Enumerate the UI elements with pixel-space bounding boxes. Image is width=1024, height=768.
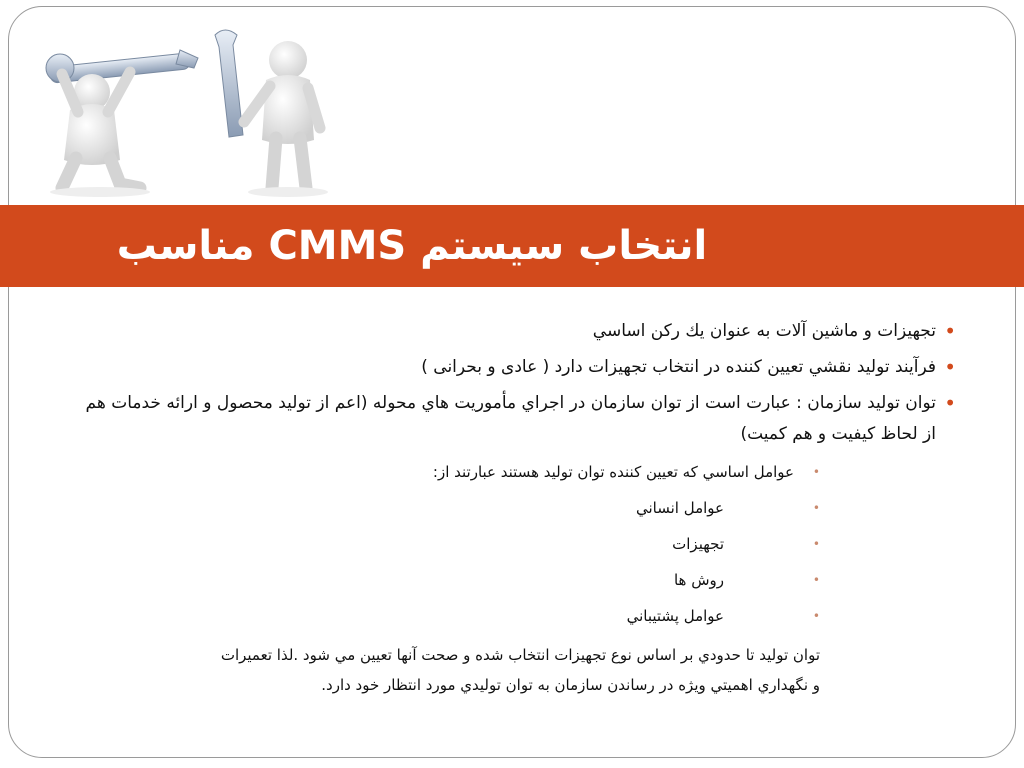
left-figure <box>46 50 198 197</box>
wrench-figures-illustration <box>30 20 350 200</box>
sub-bullet-text: تجهيزات <box>672 535 724 553</box>
bullet-dot-icon: • <box>944 355 956 379</box>
right-figure <box>215 30 328 197</box>
closing-paragraph: توان توليد تا حدودي بر اساس نوع تجهيزات انتخاب شده و صحت آنها تعيين مي شود .لذا تعميرات و نگهداري اهميتي ويژه در رساندن سازمان به توان توليدي مورد انتظار خود دارد. <box>220 646 820 694</box>
bullet-dot-icon: • <box>944 319 956 343</box>
sub-bullet-text: روش ها <box>673 571 724 589</box>
bullet-text: توان توليد سازمان : عبارت است از توان سازمان در اجراي مأموريت هاي محوله (اعم از توليد محصول و ارائه خدمات هم از لحاظ كيفيت و هم كميت) <box>85 393 936 444</box>
sub-bullet-item <box>80 496 820 520</box>
sub-bullet-text: عوامل پشتيباني <box>626 607 724 625</box>
title-bar <box>0 205 1024 287</box>
sub-bullet-text: عوامل اساسي كه تعيين كننده توان توليد هستند عبارتند از: <box>432 463 794 481</box>
sub-bullet-item <box>80 532 820 556</box>
bullet-text: فرآيند توليد نقشي تعيين كننده در انتخاب تجهيزات دارد ( عادی و بحرانی ) <box>421 357 936 377</box>
bullet-item <box>80 316 956 347</box>
sub-bullet-dot-icon: • <box>812 609 820 623</box>
bullet-dot-icon: • <box>944 391 956 415</box>
sub-bullet-dot-icon: • <box>812 537 820 551</box>
sub-bullet-dot-icon: • <box>812 501 820 515</box>
bullet-text: تجهيزات و ماشين آلات به عنوان يك ركن اساسي <box>592 321 936 341</box>
sub-bullet-dot-icon: • <box>812 573 820 587</box>
sub-bullet-item <box>80 460 820 484</box>
slide-title: انتخاب سيستم CMMS مناسب <box>116 223 708 269</box>
bullet-item <box>80 352 956 383</box>
sub-bullet-item <box>80 604 820 628</box>
slide-content <box>80 316 956 700</box>
sub-bullet-text: عوامل انساني <box>635 499 724 517</box>
bullet-item <box>80 388 956 450</box>
sub-bullet-item <box>80 568 820 592</box>
sub-bullet-dot-icon: • <box>812 465 820 479</box>
